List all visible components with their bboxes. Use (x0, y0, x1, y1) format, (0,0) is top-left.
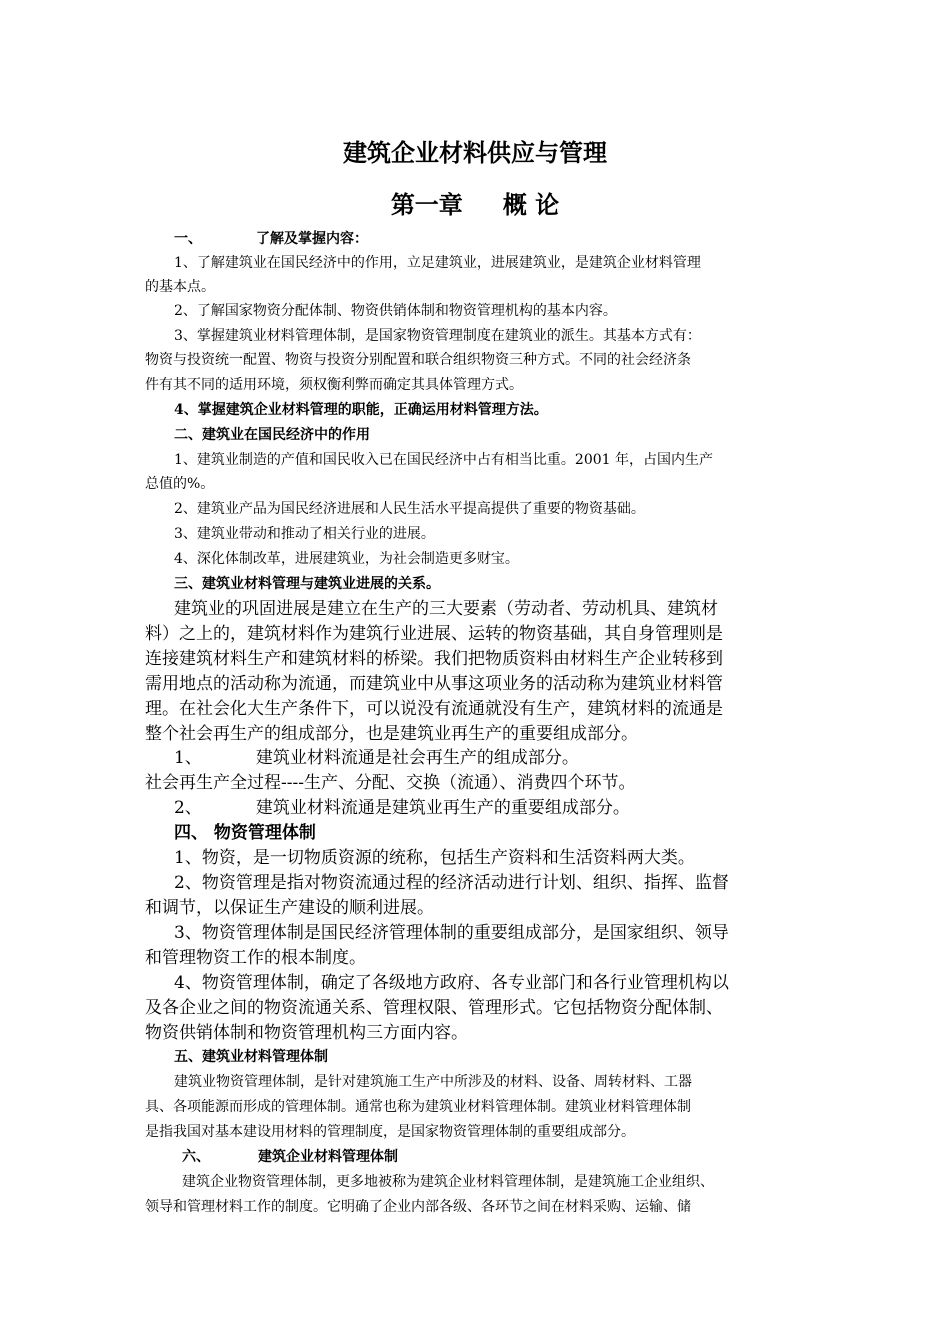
section-3-heading: 三、建筑业材料管理与建筑业进展的关系。 (174, 576, 440, 592)
sec3-para-line-3: 连接建筑材料生产和建筑材料的桥梁。我们把物质资料由材料生产企业转移到 (145, 649, 723, 669)
sec4-para-4-line-3: 物资供销体制和物资管理机构三方面内容。 (145, 1023, 468, 1043)
sec5-para-line-2: 具、各项能源而形成的管理体制。通常也称为建筑业材料管理体制。建筑业材料管理体制 (145, 1099, 691, 1115)
chapter-number: 第一章 (390, 190, 463, 219)
sec3-item-2-text: 建筑业材料流通是建筑业再生产的重要组成部分。 (255, 798, 630, 818)
chapter-name: 概 论 (502, 190, 560, 219)
sec4-para-4-line-2: 及各企业之间的物资流通关系、管理权限、管理形式。它包括物资分配体制、 (145, 998, 723, 1018)
sec2-para-3: 3、建筑业带动和推动了相关行业的进展。 (174, 526, 435, 542)
sec2-para-1-line-2: 总值的%。 (145, 476, 215, 492)
sec1-para-1-line-2: 的基本点。 (145, 279, 215, 295)
sec3-item-1-sub: 社会再生产全过程----生产、分配、交换（流通）、消费四个环节。 (145, 773, 636, 793)
section-6-title: 建筑企业材料管理体制 (258, 1149, 398, 1165)
sec3-para-line-6: 整个社会再生产的组成部分，也是建筑业再生产的重要组成部分。 (145, 724, 638, 744)
chapter-heading (0, 185, 950, 220)
sec3-item-1-number: 1、 (174, 748, 202, 768)
sec2-para-2: 2、建筑业产品为国民经济进展和人民生活水平提高提供了重要的物资基础。 (174, 501, 645, 517)
section-6-heading (182, 1147, 398, 1167)
sec3-item-2-number: 2、 (174, 798, 202, 818)
sec4-para-2-line-1: 2、物资管理是指对物资流通过程的经济活动进行计划、组织、指挥、监督 (174, 873, 729, 893)
document-title: 建筑企业材料供应与管理 (343, 138, 607, 167)
sec1-para-2: 2、了解国家物资分配体制、物资供销体制和物资管理机构的基本内容。 (174, 303, 617, 319)
section-4-heading: 四、 物资管理体制 (174, 823, 316, 843)
section-1-heading (174, 229, 368, 249)
section-2-heading: 二、建筑业在国民经济中的作用 (174, 427, 370, 443)
section-6-number: 六、 (182, 1149, 210, 1165)
sec4-para-2-line-2: 和调节，以保证生产建设的顺利进展。 (145, 898, 434, 918)
section-1-title: 了解及掌握内容： (256, 231, 368, 247)
sec3-para-line-5: 理。在社会化大生产条件下，可以说没有流通就没有生产，建筑材料的流通是 (145, 699, 723, 719)
sec2-para-1-line-1: 1、建筑业制造的产值和国民收入已在国民经济中占有相当比重。2001 年，占国内生产 (174, 452, 713, 468)
sec3-item-1 (174, 747, 579, 769)
sec4-para-4-line-1: 4、物资管理体制，确定了各级地方政府、各专业部门和各行业管理机构以 (174, 973, 729, 993)
sec5-para-line-3: 是指我国对基本建设用材料的管理制度，是国家物资管理体制的重要组成部分。 (145, 1124, 635, 1140)
sec3-item-2 (174, 797, 630, 819)
sec5-para-line-1: 建筑业物资管理体制，是针对建筑施工生产中所涉及的材料、设备、周转材料、工器 (174, 1074, 692, 1090)
sec4-para-1: 1、物资，是一切物质资源的统称，包括生产资料和生活资料两大类。 (174, 848, 695, 868)
sec6-para-line-1: 建筑企业物资管理体制，更多地被称为建筑企业材料管理体制，是建筑施工企业组织、 (182, 1174, 714, 1190)
sec1-para-1-line-1: 1、了解建筑业在国民经济中的作用，立足建筑业，进展建筑业，是建筑企业材料管理 (174, 255, 701, 271)
section-1-number: 一、 (174, 231, 202, 247)
sec6-para-line-2: 领导和管理材料工作的制度。它明确了企业内部各级、各环节之间在材料采购、运输、储 (145, 1199, 691, 1215)
sec4-para-3-line-1: 3、物资管理体制是国民经济管理体制的重要组成部分，是国家组织、领导 (174, 923, 729, 943)
sec3-item-1-text: 建筑业材料流通是社会再生产的组成部分。 (255, 748, 579, 768)
sec1-para-3-line-2: 物资与投资统一配置、物资与投资分别配置和联合组织物资三种方式。不同的社会经济条 (145, 352, 691, 368)
sec3-para-line-1: 建筑业的巩固进展是建立在生产的三大要素（劳动者、劳动机具、建筑材 (174, 599, 718, 619)
sec2-para-4: 4、深化体制改革，进展建筑业，为社会制造更多财宝。 (174, 551, 519, 567)
sec1-para-4: 4、掌握建筑企业材料管理的职能，正确运用材料管理方法。 (174, 402, 548, 418)
sec3-para-line-2: 料）之上的，建筑材料作为建筑行业进展、运转的物资基础，其自身管理则是 (145, 624, 723, 644)
sec3-para-line-4: 需用地点的活动称为流通，而建筑业中从事这项业务的活动称为建筑业材料管 (145, 674, 723, 694)
sec1-para-3-line-1: 3、掌握建筑业材料管理体制，是国家物资管理制度在建筑业的派生。其基本方式有： (174, 328, 701, 344)
sec4-para-3-line-2: 和管理物资工作的根本制度。 (145, 948, 366, 968)
section-5-heading: 五、建筑业材料管理体制 (174, 1049, 328, 1065)
sec1-para-3-line-3: 件有其不同的适用环境，须权衡利弊而确定其具体管理方式。 (145, 377, 523, 393)
